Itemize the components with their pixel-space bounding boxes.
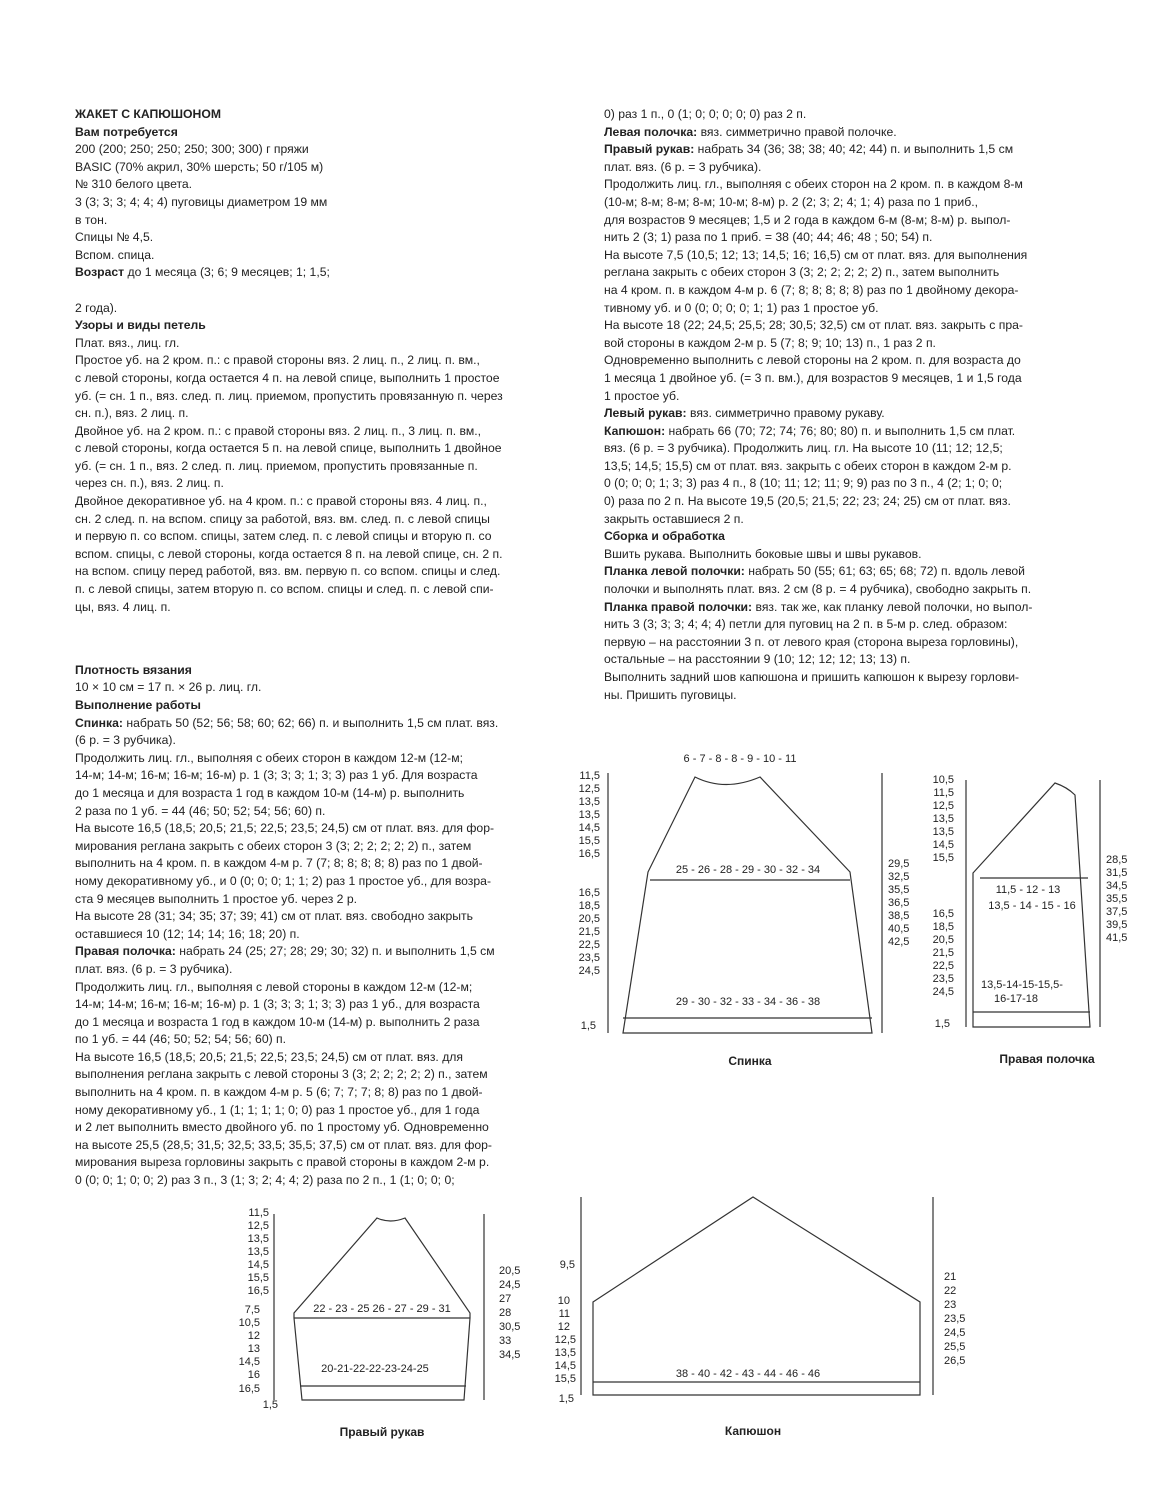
back-right-label: 29,5: [888, 858, 910, 870]
rsleeve-line: тивному уб. и 0 (0; 0; 0; 0; 1; 1) раз 1 простое уб.: [604, 300, 879, 315]
rfront-line: 14-м; 14-м; 16-м; 16-м; 16-м) р. 1 (3; 3; 3; 1; 3; 3) раз 1 уб., для возраста: [75, 997, 480, 1012]
rfront-left-label: 24,5: [932, 986, 954, 998]
rsleeve-line: [604, 141, 1074, 159]
hood-right-labels: [944, 1271, 965, 1367]
patterns-line: с левой стороны, когда остается 4 п. на левой спице, выполнить 1 простое: [75, 370, 500, 385]
rfront-diagram: [920, 765, 1135, 1075]
rband-line: [604, 599, 1074, 617]
materials-line: в тон.: [75, 212, 108, 227]
back-left-label: 11,5: [579, 770, 600, 782]
sleeve-left-label: 12: [247, 1330, 260, 1342]
continued-line: 0) раз 1 п., 0 (1; 0; 0; 0; 0; 0) раз 2 п.: [604, 107, 807, 121]
hood-right-label: 24,5: [944, 1327, 966, 1339]
rfront-left-label: 18,5: [932, 921, 954, 933]
back-diagram: [560, 745, 920, 1075]
rfront-right-label: 34,5: [1106, 880, 1128, 892]
age-line-2: 2 года).: [75, 300, 118, 315]
materials-list: [75, 141, 525, 264]
sleeve-left-label: 13,5: [247, 1233, 269, 1245]
hood-left-label: 14,5: [554, 1360, 576, 1372]
hood-bottom-width: 38 - 40 - 42 - 43 - 44 - 46 - 46: [675, 1368, 821, 1380]
back-left-label: 13,5: [578, 809, 600, 821]
rfront-line: выполнить на 4 кром. п. в каждом 4-м р. 5 (6; 7; 7; 7; 8; 8) раз по 1 двой-: [75, 1085, 483, 1100]
rfront-line: до 1 месяца и возраста 1 год в каждом 10-м (14-м) р. выполнить 2 раза: [75, 1014, 480, 1029]
sleeve-right-label: 24,5: [499, 1279, 521, 1291]
back-line: до 1 месяца и для возраста 1 год в каждом 10-м (14-м) р. выполнить: [75, 785, 465, 800]
back-left-label: 16,5: [578, 887, 600, 899]
back-left-label: 12,5: [578, 783, 600, 795]
rfront-line: плат. вяз. (6 р. = 3 рубчика).: [75, 961, 233, 976]
back-left-label: 23,5: [578, 952, 600, 964]
rfront-line: выполнения реглана закрыть с левой стороны 3 (3; 2; 2; 2; 2; 2) п., затем: [75, 1067, 488, 1082]
materials-line: BASIC (70% акрил, 30% шерсть; 50 г/105 м): [75, 159, 324, 174]
rfront-line: мирования выреза горловины закрыть с правой стороны в каждом 2-м р.: [75, 1155, 490, 1170]
hood-right-label: 23: [944, 1299, 957, 1311]
back-line: На высоте 28 (31; 34; 35; 37; 39; 41) см от плат. вяз. свободно закрыть: [75, 909, 473, 924]
sleeve-right-label: 27: [499, 1293, 512, 1305]
sleeve-top-width: 22 - 23 - 25 26 - 27 - 29 - 31: [313, 1303, 451, 1315]
lsleeve-line: [604, 405, 1074, 423]
materials-line: Спицы № 4,5.: [75, 230, 154, 245]
hood-heading: Капюшон:: [604, 423, 666, 438]
back-left-label: 22,5: [578, 939, 600, 951]
sleeve-left-label: 16: [247, 1369, 260, 1381]
rsleeve-line: (10-м; 8-м; 8-м; 8-м; 10-м; 8-м) р. 2 (2; 3; 2; 4; 1; 4) раза по 1 приб.,: [604, 194, 978, 209]
rfront-bottom-width-1: 13,5-14-15-15,5-: [981, 979, 1063, 991]
rfront-left-labels: [933, 774, 954, 1030]
back-line: [75, 715, 525, 733]
lband-heading: Планка левой полочки:: [604, 564, 745, 579]
back-right-label: 40,5: [888, 923, 910, 935]
patterns-line: п. с левой спицы, затем вторую п. со вспом. спицы и след. п. с левой спи-: [75, 582, 494, 597]
rfront-left-label: 13,5: [932, 826, 954, 838]
rsleeve-line: плат. вяз. (6 р. = 3 рубчика).: [604, 159, 762, 174]
back-caption: Спинка: [728, 1054, 772, 1068]
hood-left-labels: [555, 1259, 576, 1405]
rfront-left-label: 15,5: [932, 852, 954, 864]
hood-line: 13,5; 14,5; 15,5) см от плат. вяз. закрыть с обеих сторон в каждом 2-м р.: [604, 458, 1012, 473]
back-left-labels: [579, 770, 600, 1032]
sleeve-left-label: 14,5: [247, 1259, 269, 1271]
back-line: выполнить на 4 кром. п. в каждом 4-м р. 7 (7; 8; 8; 8; 8; 8) раз по 1 двой-: [75, 856, 483, 871]
right-text-column: [604, 106, 1074, 704]
hood-left-label: 10: [557, 1295, 570, 1307]
patterns-line: и первую п. со вспом. спицы, затем след. п. с левой спицы и вторую п. со: [75, 529, 492, 544]
sleeve-left-label: 16,5: [247, 1285, 269, 1297]
sleeve-bottom-width: 20-21-22-22-23-24-25: [321, 1363, 429, 1375]
rfront-line: [75, 943, 525, 961]
rsleeve-line: для возрастов 9 месяцев; 1,5 и 2 года в каждом 6-м (8-м; 8-м) р. выпол-: [604, 212, 1011, 227]
rfront-heading: Правая полочка:: [75, 944, 176, 959]
patterns-line: уб. (= сн. 1 п., вяз. след. п. лиц. приемом, пропустить провязанную п. через: [75, 388, 503, 403]
rfront-line: и 2 лет выполнить вместо двойного уб. по 1 простому уб. Одновременно: [75, 1120, 489, 1135]
left-text-column: [75, 106, 525, 1190]
hood-right-label: 25,5: [944, 1341, 966, 1353]
gauge-heading: Плотность вязания: [75, 662, 192, 677]
rfront-line: 0 (0; 0; 1; 0; 0; 2) раз 3 п., 3 (1; 3; 2; 4; 4; 2) раза по 2 п., 1 (1; 0; 0; 0;: [75, 1173, 455, 1188]
hood-band-label: 1,5: [558, 1393, 574, 1405]
rfront-band-label: 1,5: [934, 1018, 950, 1030]
rfront-right-label: 37,5: [1106, 906, 1128, 918]
rfront-left-label: 11,5: [933, 787, 954, 799]
hood-line: [604, 423, 1074, 441]
patterns-line: Двойное декоративное уб. на 4 кром. п.: с правой стороны вяз. 4 лиц. п.,: [75, 494, 487, 509]
rfront-text-block: [75, 961, 525, 1190]
rband-line: ны. Пришить пуговицы.: [604, 687, 737, 702]
assembly-heading: Сборка и обработка: [604, 529, 725, 544]
sleeve-left-labels: [239, 1207, 278, 1411]
rfront-text: набрать 24 (25; 27; 28; 29; 30; 32) п. и выполнить 1,5 см: [175, 944, 495, 959]
rfront-line: на высоте 25,5 (28,5; 31,5; 32,5; 33,5; 35,5; 37,5) см от плат. вяз. для фор-: [75, 1137, 492, 1152]
work-heading: Выполнение работы: [75, 698, 201, 712]
lfront-line: [604, 124, 1074, 142]
sleeve-band-label: 1,5: [262, 1399, 278, 1411]
lband-text: набрать 50 (55; 61; 63; 65; 68; 72) п. вдоль левой: [744, 564, 1025, 579]
patterns-line: цы, вяз. 4 лиц. п.: [75, 599, 171, 614]
back-line: 14-м; 14-м; 16-м; 16-м; 16-м) р. 1 (3; 3; 3; 1; 3; 3) раз 1 уб. Для возраста: [75, 768, 478, 783]
rfront-left-label: 14,5: [932, 839, 954, 851]
rfront-caption: Правая полочка: [999, 1052, 1095, 1066]
rfront-line: ному декоративному уб., 1 (1; 1; 1; 1; 0; 0) раз 1 простое уб., для 1 года: [75, 1102, 480, 1117]
patterns-line: сн. п.), вяз. 2 лиц. п.: [75, 406, 189, 421]
rsleeve-text: набрать 34 (36; 38; 38; 40; 42; 44) п. и выполнить 1,5 см: [694, 142, 1014, 157]
patterns-line: на вспом. спицу перед работой, вяз. вм. первую п. со вспом. спицы и след.: [75, 564, 501, 579]
hood-right-label: 26,5: [944, 1355, 966, 1367]
rfront-right-label: 35,5: [1106, 893, 1128, 905]
materials-line: 200 (200; 250; 250; 250; 300; 300) г пряжи: [75, 142, 309, 157]
patterns-line: уб. (= сн. 1 п., вяз. 2 след. п. лиц. приемом, пропустить провязанные п.: [75, 458, 478, 473]
lsleeve-heading: Левый рукав:: [604, 406, 687, 421]
back-line: мирования реглана закрыть с обеих сторон 3 (3; 2; 2; 2; 2; 2) п., затем: [75, 838, 472, 853]
back-left-label: 16,5: [578, 848, 600, 860]
back-band-label: 1,5: [580, 1020, 596, 1032]
rband-text-block: [604, 616, 1074, 704]
rfront-left-label: 13,5: [932, 813, 954, 825]
lfront-text: вяз. симметрично правой полочке.: [697, 124, 897, 139]
back-line: ному декоративному уб., и 0 (0; 0; 0; 1; 1; 2) раз 1 простое уб., для возра-: [75, 873, 492, 888]
patterns-line: через сн. п.), вяз. 2 лиц. п.: [75, 476, 224, 491]
materials-line: № 310 белого цвета.: [75, 177, 193, 192]
rfront-left-label: 12,5: [932, 800, 954, 812]
patterns-line: Плат. вяз., лиц. гл.: [75, 335, 180, 350]
hood-right-label: 21: [944, 1271, 957, 1283]
back-bottom-width: 29 - 30 - 32 - 33 - 34 - 36 - 38: [675, 996, 821, 1008]
rband-line: первую – на расстоянии 3 п. от левого края (сторона выреза горловины),: [604, 634, 1019, 649]
rfront-left-label: 10,5: [932, 774, 954, 786]
hood-top-label: 9,5: [559, 1259, 575, 1271]
back-left-label: 20,5: [578, 913, 600, 925]
sleeve-left-label: 10,5: [238, 1317, 260, 1329]
patterns-line: Простое уб. на 2 кром. п.: с правой стороны вяз. 2 лиц. п., 2 лиц. п. вм.,: [75, 353, 480, 368]
sleeve-left-label: 7,5: [244, 1304, 260, 1316]
sleeve-left-label: 15,5: [247, 1272, 269, 1284]
rfront-left-label: 23,5: [932, 973, 954, 985]
rsleeve-line: Продолжить лиц. гл., выполняя с обеих сторон на 2 кром. п. в каждом 8-м: [604, 177, 1023, 192]
materials-line: Вспом. спица.: [75, 247, 155, 262]
back-line: 2 раза по 1 уб. = 44 (46; 50; 52; 54; 56; 60) п.: [75, 803, 326, 818]
sleeve-left-label: 13: [247, 1343, 260, 1355]
rsleeve-line: На высоте 18 (22; 24,5; 25,5; 28; 30,5; 32,5) см от плат. вяз. закрыть с пра-: [604, 318, 1023, 333]
back-right-label: 35,5: [888, 884, 910, 896]
rfront-right-label: 41,5: [1106, 932, 1128, 944]
lband-line: полочки и выполнять плат. вяз. 2 см (8 р. = 4 рубчика), свободно закрыть п.: [604, 582, 1032, 597]
patterns-line: Двойное уб. на 2 кром. п.: с правой стороны вяз. 2 лиц. п., 3 лиц. п. вм.,: [75, 423, 481, 438]
rband-line: нить 3 (3; 3; 3; 4; 4; 4) петли для пуговиц на 2 п. в 5-м р. след. образом:: [604, 617, 1008, 632]
sleeve-diagram: [232, 1200, 542, 1445]
back-right-labels: [888, 858, 909, 948]
patterns-line: вспом. спицы, с левой стороны, когда остается 8 п. на левой спице, сн. 2 п.: [75, 546, 503, 561]
age-line: [75, 264, 525, 282]
hood-line: 0) раза по 2 п. На высоте 19,5 (20,5; 21,5; 22; 23; 24; 25) см от плат. вяз.: [604, 494, 1011, 509]
rband-text: вяз. так же, как планку левой полочки, но выпол-: [752, 599, 1033, 614]
patterns-line: сн. 2 след. п. на вспом. спицу за работой, вяз. вм. след. п. с левой спицы: [75, 511, 490, 526]
rsleeve-line: 1 месяца 1 двойное уб. (= 3 п. вм.), для возрастов 9 месяцев, 1 и 1,5 года: [604, 370, 1022, 385]
back-left-label: 14,5: [578, 822, 600, 834]
back-right-label: 32,5: [888, 871, 910, 883]
rfront-bottom-width-2: 16-17-18: [993, 993, 1039, 1005]
hood-text: набрать 66 (70; 72; 74; 76; 80; 80) п. и выполнить 1,5 см плат.: [665, 423, 1016, 438]
rband-line: Выполнить задний шов капюшона и пришить капюшон к вырезу горлови-: [604, 670, 1020, 684]
article-title: ЖАКЕТ С КАПЮШОНОМ: [75, 107, 221, 121]
back-left-label: 13,5: [578, 796, 600, 808]
patterns-line: с левой стороны, когда остается 5 п. на левой спице, выполнить 1 двойное: [75, 441, 502, 456]
assembly-text: Вшить рукава. Выполнить боковые швы и швы рукавов.: [604, 546, 922, 561]
rfront-left-label: 20,5: [932, 934, 954, 946]
back-left-label: 24,5: [578, 965, 600, 977]
rsleeve-line: вой стороны в каждом 2-м р. 5 (7; 8; 9; 10; 13) п., 1 раз 2 п.: [604, 335, 936, 350]
back-right-label: 36,5: [888, 897, 910, 909]
back-line: (6 р. = 3 рубчика).: [75, 733, 176, 748]
hood-line: закрыть оставшиеся 2 п.: [604, 511, 744, 526]
back-mid-width: 25 - 26 - 28 - 29 - 30 - 32 - 34: [675, 864, 821, 876]
hood-left-label: 12,5: [554, 1334, 576, 1346]
rband-line: остальные – на расстоянии 9 (10; 12; 12; 12; 13; 13) п.: [604, 652, 911, 667]
rsleeve-line: реглана закрыть с обеих сторон 3 (3; 2; 2; 2; 2; 2) п., затем выполнить: [604, 265, 1000, 280]
lfront-heading: Левая полочка:: [604, 124, 698, 139]
back-heading: Спинка:: [75, 715, 123, 730]
sleeve-right-label: 34,5: [499, 1349, 521, 1361]
rfront-left-label: 16,5: [932, 908, 954, 920]
hood-caption: Капюшон: [724, 1424, 782, 1438]
back-right-label: 38,5: [888, 910, 910, 922]
sleeve-right-label: 20,5: [499, 1265, 521, 1277]
back-outline: [623, 777, 872, 1033]
back-line: оставшиеся 10 (12; 14; 14; 16; 18; 20) п.: [75, 926, 300, 941]
rfront-right-label: 39,5: [1106, 919, 1128, 931]
rsleeve-line: на 4 кром. п. в каждом 4-м р. 6 (7; 8; 8; 8; 8; 8) раз по 1 двойному декора-: [604, 282, 1019, 297]
rfront-right-label: 28,5: [1106, 854, 1128, 866]
rsleeve-heading: Правый рукав:: [604, 142, 695, 157]
sleeve-left-label: 16,5: [238, 1383, 260, 1395]
lband-line: [604, 563, 1074, 581]
rfront-right-label: 31,5: [1106, 867, 1128, 879]
materials-line: 3 (3; 3; 3; 4; 4; 4) пуговицы диаметром 19 мм: [75, 194, 328, 209]
rfront-line: На высоте 16,5 (18,5; 20,5; 21,5; 22,5; 23,5; 24,5) см от плат. вяз. для: [75, 1049, 464, 1064]
age-heading: Возраст: [75, 265, 125, 280]
sleeve-left-label: 12,5: [247, 1220, 269, 1232]
rsleeve-line: На высоте 7,5 (10,5; 12; 13; 14,5; 16; 16,5) см от плат. вяз. для выполнения: [604, 247, 1028, 262]
sleeve-right-label: 30,5: [499, 1321, 521, 1333]
hood-left-label: 12: [557, 1321, 570, 1333]
rfront-neck-width-2: 13,5 - 14 - 15 - 16: [988, 900, 1076, 912]
hood-line: вяз. (6 р. = 3 рубчика). Продолжить лиц. гл. На высоте 10 (11; 12; 12,5;: [604, 441, 1003, 456]
back-left-label: 15,5: [578, 835, 600, 847]
hood-text-block: [604, 440, 1074, 528]
back-line: ста 9 месяцев выполнить 1 простое уб. через 2 р.: [75, 891, 358, 906]
hood-diagram: [548, 1190, 988, 1445]
patterns-heading: Узоры и виды петель: [75, 318, 206, 333]
rfront-right-labels: [1106, 854, 1127, 944]
gauge-text: 10 × 10 см = 17 п. × 26 р. лиц. гл.: [75, 680, 262, 695]
rfront-line: по 1 уб. = 44 (46; 50; 52; 54; 56; 60) п.: [75, 1032, 287, 1047]
rfront-left-label: 21,5: [932, 947, 954, 959]
hood-left-label: 13,5: [554, 1347, 576, 1359]
sleeve-left-label: 14,5: [238, 1356, 260, 1368]
sleeve-caption: Правый рукав: [339, 1425, 425, 1439]
back-top-width: 6 - 7 - 8 - 8 - 9 - 10 - 11: [683, 753, 797, 765]
patterns-text: [75, 335, 525, 617]
back-right-label: 42,5: [888, 936, 910, 948]
back-left-label: 21,5: [578, 926, 600, 938]
rfront-line: Продолжить лиц. гл., выполняя с левой стороны в каждом 12-м (12-м;: [75, 979, 473, 994]
back-text-block: [75, 732, 525, 943]
hood-line: 0 (0; 0; 0; 1; 3; 3) раз 4 п., 8 (10; 11; 12; 11; 9; 9) раз по 3 п., 4 (2; 1; 0; 0;: [604, 476, 1003, 491]
sleeve-right-labels: [499, 1265, 520, 1361]
lsleeve-text: вяз. симметрично правому рукаву.: [686, 406, 885, 421]
back-line: Продолжить лиц. гл., выполняя с обеих сторон в каждом 12-м (12-м;: [75, 750, 463, 765]
rsleeve-line: Одновременно выполнить с левой стороны на 2 кром. п. для возраста до: [604, 353, 1021, 368]
hood-right-label: 22: [944, 1285, 957, 1297]
rband-heading: Планка правой полочки:: [604, 599, 753, 614]
rsleeve-line: нить 2 (3; 1) раза по 1 приб. = 38 (40; 44; 46; 48 ; 50; 54) п.: [604, 230, 933, 245]
age-text: до 1 месяца (3; 6; 9 месяцев; 1; 1,5;: [124, 265, 330, 280]
rfront-left-label: 22,5: [932, 960, 954, 972]
sleeve-left-label: 13,5: [247, 1246, 269, 1258]
hood-left-label: 11: [558, 1308, 570, 1320]
rsleeve-line: 1 простое уб.: [604, 388, 680, 403]
back-text: набрать 50 (52; 56; 58; 60; 62; 66) п. и выполнить 1,5 см плат. вяз.: [122, 715, 499, 730]
back-left-label: 18,5: [578, 900, 600, 912]
rsleeve-text-block: [604, 159, 1074, 405]
sleeve-left-label: 11,5: [248, 1207, 269, 1219]
hood-right-label: 23,5: [944, 1313, 966, 1325]
sleeve-right-label: 28: [499, 1307, 512, 1319]
back-line: На высоте 16,5 (18,5; 20,5; 21,5; 22,5; 23,5; 24,5) см от плат. вяз. для фор-: [75, 821, 495, 836]
sleeve-right-label: 33: [499, 1335, 512, 1347]
hood-left-label: 15,5: [554, 1373, 576, 1385]
rfront-neck-width-1: 11,5 - 12 - 13: [995, 884, 1061, 896]
materials-heading: Вам потребуется: [75, 124, 178, 139]
hood-outline: [593, 1197, 920, 1395]
